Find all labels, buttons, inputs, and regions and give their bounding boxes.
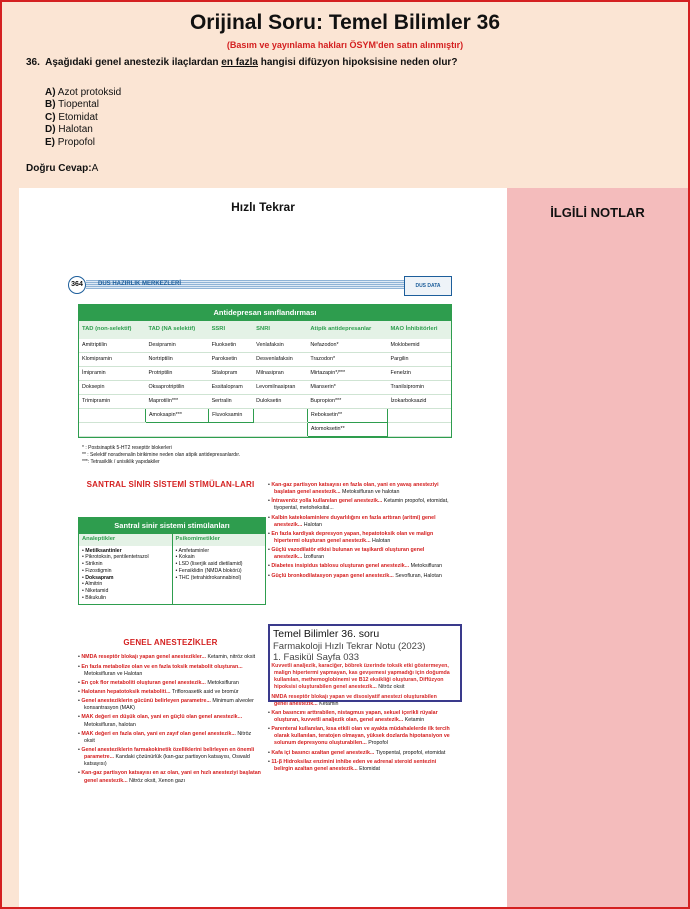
analeptics-column	[79, 534, 172, 604]
table-header-cell: MAO İnhibitörleri	[387, 321, 451, 339]
stimulant-name: Amfetaminler	[178, 547, 210, 554]
question-panel	[2, 2, 688, 188]
book-page	[68, 272, 452, 847]
copyright-note: (Basım ve yayınlama hakları ÖSYM'den satın alınmıştır)	[226, 40, 464, 50]
table-cell: Atomoksetin**	[307, 423, 387, 437]
review-title: Hızlı Tekrar	[231, 200, 295, 214]
table-cell: İzokarboksazid	[387, 395, 451, 409]
stimulant-name: Fensiklidin (NMDA blokörü)	[178, 567, 242, 574]
stimulant-item: • THC (tetrahidrokannabinol)	[175, 574, 242, 581]
fact-question: En fazla kardiyak depresyon yapan, hepatotoksik olan ve malign hipertermi oluşturan genel anestezik...	[271, 530, 434, 544]
table-cell: Nortriptilin	[145, 353, 208, 367]
stimulant-item: • Pikrotoksin, pentilentetrazol	[82, 554, 149, 561]
table-cell: Pargilin	[387, 353, 451, 367]
question-text: 36. Aşağıdaki genel anestezik ilaçlardan en fazla hangisi difüzyon hipoksisine neden olur?	[26, 57, 458, 68]
table-cell	[79, 409, 145, 423]
answer-option	[45, 112, 121, 124]
table-cell: Trimipramin	[79, 395, 145, 409]
anesthetic-fact: • Kan-gaz partisyon katsayısı en az olan, yani en hızlı anesteziyi başlatan genel anestezik... Nitröz oksit, Xenon gazı	[78, 770, 261, 784]
table-footnotes	[82, 445, 240, 465]
analeptics-header: Analeptikler	[79, 534, 172, 546]
anesthetic-fact: • En çok flor metaboliti oluşturan genel anestezik... Metoksifluran	[78, 679, 239, 686]
anesthetic-section-left	[78, 638, 263, 787]
table-cell: Sitalopram	[209, 367, 254, 381]
fact-answer: Metoksifluran ve halotan	[342, 489, 400, 496]
answer-options	[45, 87, 121, 149]
fact-answer: Trifloroasetik asid ve bromür	[171, 688, 239, 695]
table-cell: Bupropion***	[307, 395, 387, 409]
fact-answer: Nitröz oksit	[84, 730, 252, 744]
table-cell: Tranilsipromin	[387, 381, 451, 395]
table-cell: Essitalopram	[209, 381, 254, 395]
table-header-cell: SNRI	[253, 321, 307, 339]
fact-answer: Minimum alveoler konsantrasyon (MAK)	[84, 698, 254, 712]
fact-answer: Metoksifluran	[207, 679, 239, 686]
table-cell: Oksaprotriptilin	[145, 381, 208, 395]
table-cell	[209, 423, 254, 437]
fact-question: Genel anesteziklerin gücünü belirleyen parametre...	[81, 698, 211, 705]
source-reference-box	[268, 624, 462, 702]
stimulant-name: Kokain	[178, 554, 195, 561]
table-header-cell: TAD (NA selektif)	[145, 321, 208, 339]
anesthetic-fact: • 11-β Hidroksilaz enzimini inhibe eden ve adrenal steroid sentezini belirgin azaltan genel anestezik... Etomidat	[268, 758, 437, 772]
fact-answer: Nitröz oksit	[378, 684, 405, 691]
fact-answer: Ketamin propofol, etomidat, tiyopental, metoheksital...	[274, 498, 449, 512]
question-number: 36.	[26, 57, 40, 68]
fact-question: En fazla metabolize olan ve en fazla toksik metabolit oluşturan...	[81, 663, 243, 670]
table-row	[79, 395, 451, 409]
fact-question: Parenteral kullanılan, kısa etkili olan ve ayakta müdahalelerde ilk tercih olarak kullanılan, teratojen olmayan, yüksek dozlarda hipotansiyon ve solunum depresyonu oluşturabilen...	[271, 726, 450, 747]
fact-answer: Metoksifluran	[410, 563, 443, 570]
table-row	[79, 339, 451, 353]
option-text: Halotan	[58, 124, 93, 136]
stimulant-item: • Kokain	[175, 554, 195, 561]
fact-answer: Tiyopental, propofol, etomidat	[375, 749, 446, 756]
source-line-2: Farmakoloji Hızlı Tekrar Notu (2023)	[273, 641, 426, 652]
anesthetic-fact: • İntravenöz yolla kullanılan genel anestezik... Ketamin propofol, etomidat, tiyopental, metoheksital...	[268, 498, 449, 512]
book-header-text: DUS HAZIRLIK MERKEZLERİ	[98, 281, 181, 287]
option-letter: E)	[45, 136, 55, 148]
stimulant-name: Fizostigmin	[85, 567, 112, 574]
fact-question: Kafa içi basıncı azaltan genel anestezik...	[271, 749, 375, 756]
table-cell: Maprotilin***	[145, 395, 208, 409]
table-row	[79, 353, 451, 367]
stimulant-name: Pikrotoksin, pentilentetrazol	[85, 554, 149, 561]
stimulant-item: • Striknin	[82, 561, 103, 568]
anesthetic-fact: • Kan-gaz partisyon katsayısı en fazla olan, yani en yavaş anesteziyi başlatan genel anestezik... Metoksifluran ve halotan	[268, 482, 439, 496]
footnote: ** : Selektif noradrenalin birikimine neden olan atipik antidepresanlardır.	[82, 451, 241, 458]
stimulant-item: • Bikukulin	[82, 594, 107, 601]
stimulant-item: • Fizostigmin	[82, 567, 112, 574]
source-line-1: Temel Bilimler 36. soru	[273, 628, 380, 640]
fact-question: Genel anesteziklerin farmakokinetik özelliklerini belirleyen en önemli parametre...	[81, 746, 255, 761]
page-title: Orijinal Soru: Temel Bilimler 36	[189, 11, 501, 34]
fact-answer: Kandaki çözünürlük (kan-gaz partisyon katsayısı, Oswald katsayısı)	[84, 754, 250, 768]
fact-answer: Sevofluran, Halotan	[395, 572, 442, 579]
notes-panel-title: İLGİLİ NOTLAR	[550, 205, 645, 220]
stimulant-section-title: SANTRAL SİNİR SİSTEMİ STİMÜLAN-LARI	[86, 480, 255, 489]
table-header-cell: TAD (non-selektif)	[79, 321, 145, 339]
answer-option	[45, 99, 121, 111]
correct-answer: Doğru Cevap:A	[26, 163, 99, 174]
option-letter: A)	[45, 87, 56, 98]
table-cell	[387, 423, 451, 437]
fact-question: Güçlü vazodilatör etkisi bulunan ve taşikardi oluşturan genel anestezik...	[271, 547, 425, 561]
fact-question: Kan-gaz partisyon katsayısı en az olan, yani en hızlı anesteziyi başlatan genel anestezik...	[81, 770, 261, 784]
fact-question: MAK değeri en fazla olan, yani en zayıf olan genel anestezik...	[81, 730, 236, 737]
table-cell: Amitriptilin	[79, 339, 145, 353]
table-cell: Paroksetin	[209, 353, 254, 367]
table-cell: Fenelzin	[387, 367, 451, 381]
fact-question: Halotanın hepatotoksik metaboliti...	[81, 688, 171, 695]
fact-question: Diabetes insipidus tablosu oluşturan genel anestezik...	[271, 563, 410, 570]
stimulant-caption: Santral sinir sistemi stimülanları	[79, 518, 265, 534]
psychomimetics-column	[172, 534, 266, 604]
table-cell: İmipramin	[79, 367, 145, 381]
option-text: Propofol	[57, 136, 96, 148]
fact-answer: Halotan	[372, 537, 391, 544]
table-cell: Milnasipran	[253, 367, 307, 381]
anesthetic-right-top	[268, 482, 452, 582]
fact-question: Kalbin katekolaminlere duyarlılığını en fazla arttıran (aritmi) genel anestezik...	[271, 514, 436, 528]
anesthetic-fact: • Genel anesteziklerin farmakokinetik özelliklerini belirleyen en önemli parametre... Kandaki çözünürlük (kan-gaz partisyon katsayısı, Oswald katsayısı)	[78, 746, 255, 768]
stimulant-name: Doksapram	[85, 574, 114, 581]
answer-option	[45, 87, 121, 99]
table-cell	[79, 423, 145, 437]
option-letter: C)	[45, 111, 56, 123]
fact-question: Güçlü bronkodilatasyon yapan genel anestezik...	[271, 572, 394, 579]
table-cell: Desipramin	[145, 339, 208, 353]
fact-answer: Nitröz oksit, Xenon gazı	[129, 777, 186, 784]
table-cell: Levomilnasipran	[253, 381, 307, 395]
answer-option	[45, 137, 121, 149]
fact-answer: Ketamin	[404, 716, 425, 723]
fact-answer: Etomidat	[359, 765, 380, 772]
fact-question: En çok flor metaboliti oluşturan genel anestezik...	[81, 679, 206, 686]
table-cell: Fluoksetin	[209, 339, 254, 353]
question-emphasis: en fazla	[221, 57, 258, 68]
table-cell: Duloksetin	[253, 395, 307, 409]
anesthetic-fact: • NMDA reseptör blokajı yapan genel anestezikler... Ketamin, nitröz oksit	[78, 654, 256, 661]
option-text: Etomidat	[58, 111, 98, 123]
fact-answer: Ketamin	[319, 700, 339, 707]
correct-answer-value: A	[91, 163, 99, 174]
anesthetic-fact: • Güçlü vazodilatör etkisi bulunan ve taşikardi oluşturan genel anestezik... İzofluran	[268, 547, 425, 561]
table-cell: Reboksetin**	[307, 409, 387, 423]
anesthetic-fact: • En fazla kardiyak depresyon yapan, hepatotoksik olan ve malign hipertermi oluşturan genel anestezik... Halotan	[268, 530, 434, 544]
fact-question: Kuvvetli analjezik, karaciğer, böbrek üzerinde toksik etki göstermeyen, malign hipertermi yapmayan, kas gevşemesi yapmadığı için doğumda kullanılan, methemoglobinemi ve B12 eksikliği oluşturan, Diffüzyon hipoksisi oluşturabilen genel anestezik...	[271, 663, 450, 691]
stimulant-section	[78, 480, 263, 490]
table-cell: Venlafaksin	[253, 339, 307, 353]
anesthetic-fact: • Diabetes insipidus tablosu oluşturan genel anestezik... Metoksifluran	[268, 563, 443, 570]
option-letter: B)	[45, 99, 56, 111]
table-cell: Nefazodon*	[307, 339, 387, 353]
table-row	[79, 409, 451, 423]
anesthetic-fact: • MAK değeri en fazla olan, yani en zayıf olan genel anestezik... Nitröz oksit	[78, 730, 252, 744]
stimulant-item: • Doksapram	[82, 574, 114, 581]
anesthetic-fact: • NMDA reseptör blokajı yapan ve disosiyatif anestezi oluşturabilen genel anestezik... Ketamin	[268, 693, 437, 707]
anesthetic-fact: • Güçlü bronkodilatasyon yapan genel anestezik... Sevofluran, Halotan	[268, 572, 442, 579]
table-cell: Klomipramin	[79, 353, 145, 367]
fact-answer: İzofluran	[303, 554, 325, 561]
left-margin-strip	[2, 188, 19, 907]
table-cell	[253, 423, 307, 437]
stimulant-table	[78, 517, 266, 605]
answer-option	[45, 124, 121, 136]
stimulant-item: • LSD (liserjik asid dietilamid)	[175, 561, 243, 568]
stimulant-item: • Fensiklidin (NMDA blokörü)	[175, 567, 242, 574]
fact-question: NMDA reseptör blokajı yapan genel anestezikler...	[81, 654, 206, 661]
fact-question: NMDA reseptör blokajı yapan ve disosiyatif anestezi oluşturabilen genel anestezik...	[271, 693, 437, 707]
fact-question: Kan-gaz partisyon katsayısı en fazla olan, yani en yavaş anesteziyi başlatan genel anestezik...	[271, 482, 439, 496]
table-row	[79, 367, 451, 381]
table-cell: Trazodon*	[307, 353, 387, 367]
book-header	[68, 276, 452, 294]
stimulant-name: Striknin	[85, 561, 103, 568]
table-cell: Moklobemid	[387, 339, 451, 353]
table-cell: Sertralin	[209, 395, 254, 409]
psychomimetics-header: Psikomimetikler	[173, 534, 266, 546]
table-header-cell: Atipik antidepresanlar	[307, 321, 387, 339]
table-row	[79, 423, 451, 437]
fact-question: 11-β Hidroksilaz enzimini inhibe eden ve adrenal steroid sentezini belirgin azaltan genel anestezik...	[271, 758, 437, 772]
stimulant-name: Almitrin	[84, 581, 103, 588]
anesthetic-fact: • Parenteral kullanılan, kısa etkili olan ve ayakta müdahalelerde ilk tercih olarak kullanılan, teratojen olmayan, yüksek dozlarda hipotansiyon ve solunum depresyonu oluşturabilen... Propofol	[268, 726, 450, 747]
table-cell: Mirtazapin*/***	[307, 367, 387, 381]
notes-panel	[507, 188, 688, 907]
anesthetic-section-title: GENEL ANESTEZİKLER	[123, 638, 218, 647]
stimulant-name: LSD (liserjik asid dietilamid)	[178, 561, 243, 568]
table-cell: Fluvoksamin	[209, 409, 254, 423]
stimulant-name: THC (tetrahidrokannabinol)	[178, 574, 242, 581]
stimulant-name: Bikukulin	[85, 594, 107, 601]
fact-answer: Ketamin, nitröz oksit	[207, 654, 256, 661]
antidepressant-table	[78, 304, 452, 438]
fact-answer: Metoksifluran, halotan	[84, 721, 136, 728]
table-cell: Amoksapin***	[145, 409, 208, 423]
option-text: Tiopental	[58, 99, 99, 111]
anesthetic-fact: • MAK değeri en düşük olan, yani en güçlü olan genel anestezik... Metoksifluran, halotan	[78, 714, 243, 728]
stimulant-item: • Amfetaminler	[175, 547, 210, 554]
table-cell	[387, 409, 451, 423]
fact-question: MAK değeri en düşük olan, yani en güçlü olan genel anestezik...	[81, 714, 243, 721]
anesthetic-fact: • Kan basıncını arttırabilen, nistagmus yapan, sekuel içerikli rüyalar oluşturan, kuvvetli analjezik olan, genel anestezik... Ketamin	[268, 709, 438, 723]
footnote: * : Postsinaptik 5-HT2 reseptör blokerleri	[82, 445, 172, 451]
table-cell	[253, 409, 307, 423]
stimulant-item: • Metilksantinler	[82, 547, 122, 554]
fact-question: Kan basıncını arttırabilen, nistagmus yapan, sekuel içerikli rüyalar oluşturan, kuvvetli analjezik olan, genel anestezik...	[271, 709, 438, 723]
table-header-cell: SSRI	[209, 321, 254, 339]
table-cell: Mianserin*	[307, 381, 387, 395]
page-number: 364	[68, 276, 86, 294]
anesthetic-fact: • Kafa içi basıncı azaltan genel anestezik... Tiyopental, propofol, etomidat	[268, 749, 446, 756]
anesthetic-fact: • Genel anesteziklerin gücünü belirleyen parametre... Minimum alveoler konsantrasyon (MAK)	[78, 698, 254, 712]
stimulant-name: Metilksantinler	[85, 547, 122, 554]
stimulant-item: • Almitrin	[82, 581, 103, 588]
anesthetic-fact: • Kalbin katekolaminlere duyarlılığını en fazla arttıran (aritmi) genel anestezik... Halotan	[268, 514, 436, 528]
table-cell: Protriptilin	[145, 367, 208, 381]
option-letter: D)	[45, 124, 56, 136]
table-row	[79, 381, 451, 395]
stimulant-name: Niketamid	[85, 588, 109, 595]
footnote: ***: Tetrasiklik / unisiklik yapıdakiler	[82, 458, 160, 465]
table-caption: Antidepresan sınıflandırması	[79, 305, 451, 321]
anesthetic-fact: • En fazla metabolize olan ve en fazla toksik metabolit oluşturan... Metoksifluran ve Halotan	[78, 663, 243, 677]
dusdata-logo: DUS DATA	[404, 276, 452, 296]
fact-question: İntravenöz yolla kullanılan genel anestezik...	[271, 498, 383, 505]
anesthetic-fact: • Kuvvetli analjezik, karaciğer, böbrek üzerinde toksik etki göstermeyen, malign hipertermi yapmayan, kas gevşemesi yapmadığı için doğumda kullanılan, methemoglobinemi ve B12 eksikliği oluşturan, Diffüzyon hipoksisi oluşturabilen genel anestezik... Nitröz oksit	[268, 663, 450, 691]
option-text: Azot protoksid	[57, 87, 122, 98]
fact-answer: Propofol	[368, 740, 388, 747]
stimulant-item: • Niketamid	[82, 588, 109, 595]
table-cell: Desvenlafaksin	[253, 353, 307, 367]
table-cell	[145, 423, 208, 437]
source-line-3: 1. Fasikül Sayfa 033	[273, 652, 360, 663]
table-cell: Doksepin	[79, 381, 145, 395]
anesthetic-fact: • Halotanın hepatotoksik metaboliti... Trifloroasetik asid ve bromür	[78, 688, 239, 695]
fact-answer: Halotan	[303, 521, 323, 528]
fact-answer: Metoksifluran ve Halotan	[84, 670, 143, 677]
